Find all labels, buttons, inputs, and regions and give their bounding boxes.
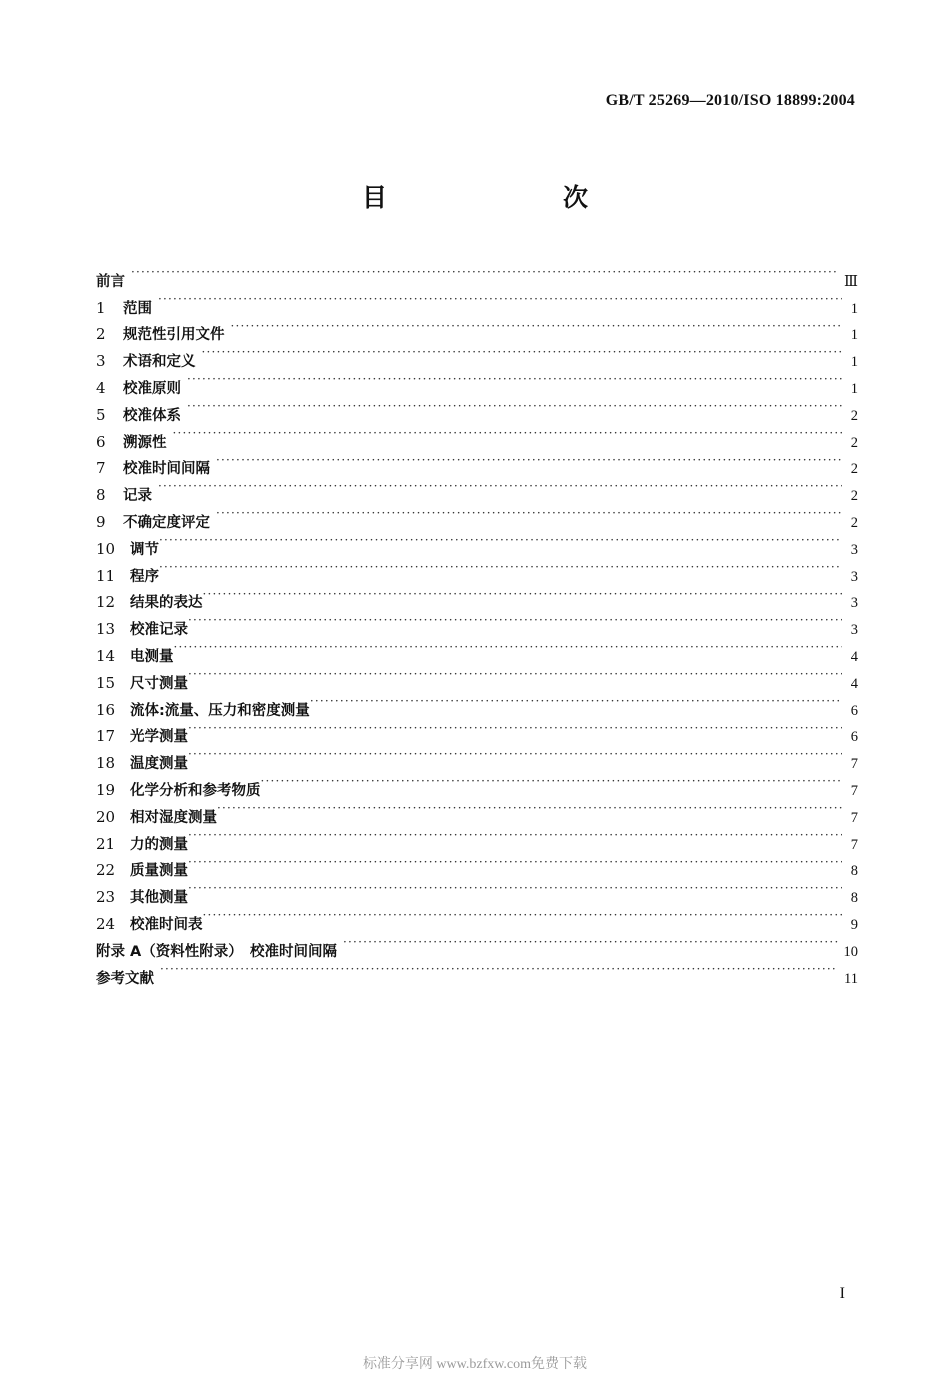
toc-leader-dots [216, 500, 842, 527]
toc-entry-page: 2 [850, 434, 858, 451]
toc-leader-dots [188, 715, 842, 742]
toc-entry[interactable] [96, 286, 858, 317]
toc-entry-number: 9 [96, 512, 106, 531]
toc-entry[interactable] [96, 875, 858, 907]
toc-entry[interactable] [96, 849, 858, 880]
toc-entry-number: 3 [96, 352, 106, 371]
toc-entry[interactable] [96, 741, 858, 773]
toc-entry[interactable] [96, 500, 858, 531]
toc-entry-page: 1 [850, 300, 858, 317]
toc-entry-page: 3 [850, 541, 858, 558]
toc-entry-page: 1 [850, 327, 858, 344]
toc-leader-dots [159, 527, 842, 554]
toc-entry-page: 7 [850, 782, 858, 799]
toc-entry[interactable] [96, 822, 858, 853]
toc-entry[interactable] [96, 420, 858, 451]
toc-leader-dots [231, 313, 843, 340]
toc-entry-label: 规范性引用文件 [123, 327, 225, 344]
toc-entry[interactable] [96, 902, 858, 933]
toc-entry-number: 22 [96, 861, 116, 880]
toc-entry[interactable] [96, 661, 858, 692]
toc-entry-label: 光学测量 [130, 729, 188, 746]
toc-entry-page: 4 [850, 675, 858, 692]
toc-entry-page: 3 [850, 622, 858, 639]
toc-leader-dots [187, 393, 842, 420]
toc-entry-number: 24 [96, 914, 116, 933]
toc-leader-dots [188, 822, 842, 849]
toc-leader-dots [261, 768, 843, 795]
toc-entry-label: 力的测量 [130, 836, 188, 853]
toc-leader-dots [187, 366, 842, 393]
toc-entry-number: 17 [96, 727, 116, 746]
toc-entry[interactable] [96, 447, 858, 478]
toc-entry[interactable] [96, 634, 858, 665]
toc-title: 目 次 [361, 183, 630, 212]
toc-entry-label: 术语和定义 [123, 354, 196, 371]
toc-entry-label: 不确定度评定 [123, 514, 210, 531]
toc-leader-dots [159, 554, 842, 581]
toc-entry-label: 温度测量 [130, 756, 188, 773]
toc-entry-number: 16 [96, 700, 116, 719]
toc-entry-number: 1 [96, 298, 106, 317]
toc-entry-label: 记录 [123, 488, 152, 505]
toc-entry-number: 19 [96, 780, 116, 799]
toc-leader-dots [202, 339, 843, 366]
toc-leader-dots [174, 634, 843, 661]
toc-entry-page: 7 [850, 836, 858, 853]
toc-entry[interactable] [96, 259, 858, 290]
toc-leader-dots [173, 420, 843, 447]
toc-entry-number: 5 [96, 405, 106, 424]
toc-entry-number: 10 [96, 539, 116, 558]
toc-entry-page: 1 [850, 354, 858, 371]
toc-leader-dots [203, 902, 843, 929]
toc-entry-number: 7 [96, 459, 106, 478]
toc-entry-label: 校准记录 [130, 622, 188, 639]
toc-leader-dots [310, 688, 842, 715]
toc-leader-dots [343, 929, 837, 956]
toc-entry[interactable] [96, 473, 858, 505]
toc-leader-dots [217, 795, 842, 822]
toc-entry-label: 校准原则 [123, 380, 181, 397]
toc-entry-page: 7 [850, 809, 858, 826]
toc-entry[interactable] [96, 956, 858, 987]
toc-entry-label: 程序 [130, 568, 159, 585]
toc-entry[interactable] [96, 715, 858, 746]
toc-entry-page: 4 [850, 648, 858, 665]
toc-entry[interactable] [96, 313, 858, 344]
toc-entry[interactable] [96, 527, 858, 558]
toc-entry-label: 结果的表达 [130, 595, 203, 612]
toc-entry[interactable] [96, 688, 858, 719]
toc-entry[interactable] [96, 339, 858, 371]
toc-entry-number: 21 [96, 834, 116, 853]
toc-entry-page: 6 [850, 729, 858, 746]
toc-entry-page: 6 [850, 702, 858, 719]
toc-entry-label: 流体:流量、压力和密度测量 [130, 702, 310, 719]
toc-entry[interactable] [96, 366, 858, 397]
toc-entry[interactable] [96, 393, 858, 424]
toc-entry-number: 15 [96, 673, 116, 692]
toc-entry-label: 其他测量 [130, 890, 188, 907]
toc-entry-page: 7 [850, 756, 858, 773]
toc-entry-page: 3 [850, 568, 858, 585]
toc-entry-label: 化学分析和参考物质 [130, 782, 261, 799]
toc-entry-label: 相对湿度测量 [130, 809, 217, 826]
toc-entry-number: 6 [96, 432, 106, 451]
toc-entry-number: 20 [96, 807, 116, 826]
toc-leader-dots [158, 473, 842, 500]
toc-entry-label: 参考文献 [96, 970, 154, 987]
toc-entry-label: 校准体系 [123, 407, 181, 424]
toc-leader-dots [160, 956, 838, 983]
toc-entry[interactable] [96, 929, 858, 960]
toc-entry-number: 8 [96, 486, 106, 505]
toc-leader-dots [188, 607, 842, 634]
toc-leader-dots [203, 581, 843, 608]
toc-entry-label: 调节 [130, 541, 159, 558]
toc-leader-dots [188, 661, 842, 688]
toc-entry-number: 18 [96, 754, 116, 773]
toc-leader-dots [216, 447, 842, 474]
toc-entry-number: 14 [96, 646, 116, 665]
toc-entry-number: 11 [96, 566, 116, 585]
toc-entry-number: 4 [96, 378, 106, 397]
toc-leader-dots [131, 259, 838, 286]
toc-entry-label: 前言 [96, 273, 125, 290]
toc-leader-dots [188, 849, 842, 876]
toc-entry[interactable] [96, 581, 858, 612]
toc-entry[interactable] [96, 768, 858, 799]
table-of-contents [96, 259, 858, 987]
toc-entry-page: 8 [850, 863, 858, 880]
toc-entry-page: Ⅲ [844, 273, 858, 290]
toc-entry-label: 尺寸测量 [130, 675, 188, 692]
toc-entry-number: 23 [96, 888, 116, 907]
toc-leader-dots [188, 875, 842, 902]
toc-entry-label: 溯源性 [123, 434, 167, 451]
toc-entry-page: 3 [850, 595, 858, 612]
toc-entry-label: 范围 [123, 300, 152, 317]
toc-entry-page: 2 [850, 461, 858, 478]
toc-entry-page: 2 [850, 514, 858, 531]
toc-entry-page: 8 [850, 890, 858, 907]
toc-entry-label: 校准时间表 [130, 916, 203, 933]
toc-entry-number: 2 [96, 325, 106, 344]
toc-entry-page: 11 [844, 970, 858, 987]
toc-entry-number: 13 [96, 620, 116, 639]
standard-code: GB/T 25269—2010/ISO 18899:2004 [605, 92, 855, 109]
toc-entry-label: 校准时间间隔 [123, 461, 210, 478]
toc-leader-dots [158, 286, 842, 313]
toc-entry-number: 12 [96, 593, 116, 612]
toc-leader-dots [188, 741, 842, 768]
watermark-text: 标准分享网 www.bzfxw.com免费下载 [362, 1357, 588, 1372]
toc-entry-label: 电测量 [130, 648, 174, 665]
toc-entry-label: 质量测量 [130, 863, 188, 880]
page-number: I [839, 1285, 845, 1302]
toc-entry-page: 2 [850, 488, 858, 505]
toc-entry[interactable] [96, 554, 858, 585]
toc-entry-label: 附录 A（资料性附录） 校准时间间隔 [96, 943, 338, 960]
toc-entry-page: 1 [850, 380, 858, 397]
toc-entry-page: 2 [850, 407, 858, 424]
toc-entry-page: 10 [843, 943, 858, 960]
toc-entry-page: 9 [850, 916, 858, 933]
toc-entry[interactable] [96, 607, 858, 639]
